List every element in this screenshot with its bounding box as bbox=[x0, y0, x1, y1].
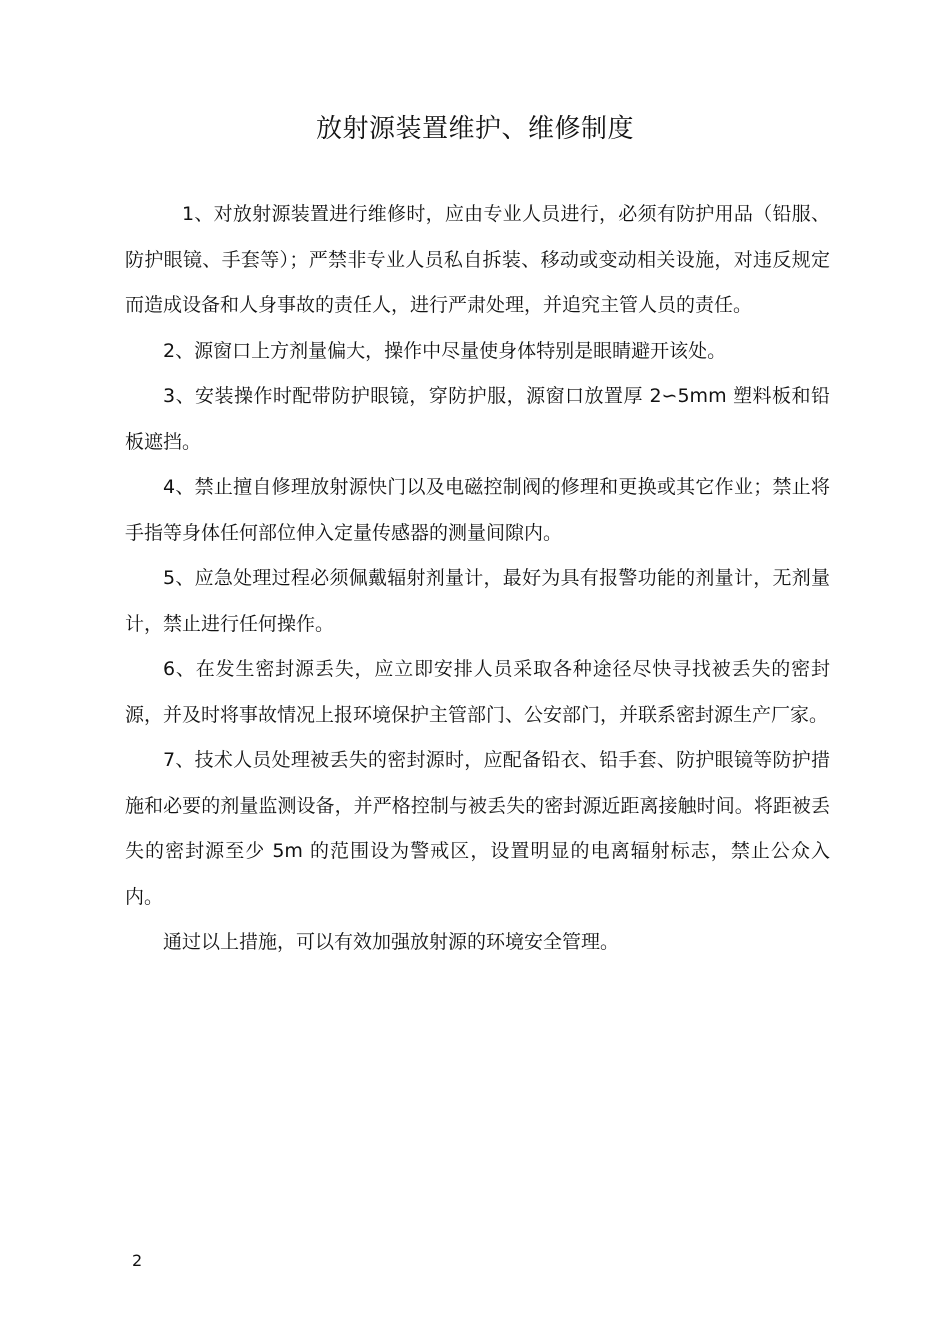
paragraph-5: 5、应急处理过程必须佩戴辐射剂量计，最好为具有报警功能的剂量计，无剂量计，禁止进行任何操作。 bbox=[125, 567, 830, 635]
paragraph-6: 6、在发生密封源丢失，应立即安排人员采取各种途径尽快寻找被丢失的密封源，并及时将事故情况上报环境保护主管部门、公安部门，并联系密封源生产厂家。 bbox=[125, 658, 830, 726]
document-body bbox=[125, 192, 830, 966]
closing-paragraph: 通过以上措施，可以有效加强放射源的环境安全管理。 bbox=[163, 931, 620, 953]
page-number: 2 bbox=[132, 1251, 143, 1270]
paragraph-2: 2、源窗口上方剂量偏大，操作中尽量使身体特别是眼睛避开该处。 bbox=[163, 339, 727, 362]
document-title: 放射源装置维护、维修制度 bbox=[315, 114, 634, 144]
paragraph-4: 4、禁止擅自修理放射源快门以及电磁控制阀的修理和更换或其它作业；禁止将手指等身体任何部位伸入定量传感器的测量间隙内。 bbox=[125, 476, 830, 544]
paragraph-1: 1、对放射源装置进行维修时，应由专业人员进行，必须有防护用品（铅服、防护眼镜、手套等）；严禁非专业人员私自拆装、移动或变动相关设施，对违反规定而造成设备和人身事故的责任人，进行严肃处理，并追究主管人员的责任。 bbox=[125, 203, 830, 316]
paragraph-7: 7、技术人员处理被丢失的密封源时，应配备铅衣、铅手套、防护眼镜等防护措施和必要的剂量监测设备，并严格控制与被丢失的密封源近距离接触时间。将距被丢失的密封源至少 5m 的范围设为警戒区，设置明显的电离辐射标志，禁止公众入内。 bbox=[125, 749, 830, 908]
paragraph-3: 3、安装操作时配带防护眼镜，穿防护服，源窗口放置厚 2∽5mm 塑料板和铅板遮挡。 bbox=[125, 385, 830, 453]
